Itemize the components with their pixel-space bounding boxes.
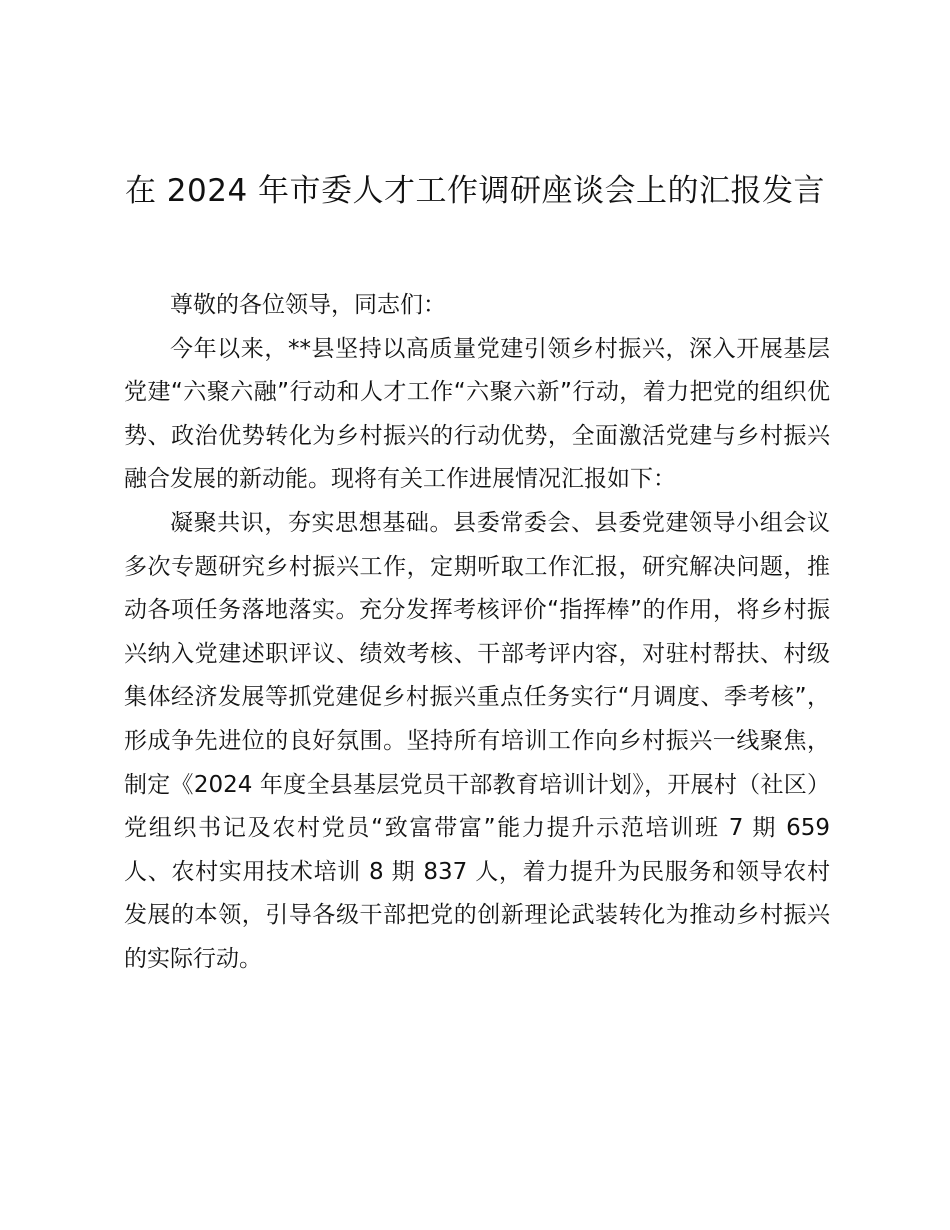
document-body	[124, 284, 830, 982]
salutation: 尊敬的各位领导，同志们：	[170, 292, 446, 318]
document-title: 在 2024 年市委人才工作调研座谈会上的汇报发言	[124, 173, 826, 209]
paragraph-intro: 今年以来，**县坚持以高质量党建引领乡村振兴，深入开展基层党建“六聚六融”行动和人才工作“六聚六新”行动，着力把党的组织优势、政治优势转化为乡村振兴的行动优势，全面激活党建与乡村振兴融合发展的新动能。现将有关工作进展情况汇报如下：	[124, 335, 830, 493]
paragraph-consensus: 凝聚共识，夯实思想基础。县委常委会、县委党建领导小组会议多次专题研究乡村振兴工作，定期听取工作汇报，研究解决问题，推动各项任务落地落实。充分发挥考核评价“指挥棒”的作用，将乡村振兴纳入党建述职评议、绩效考核、干部考评内容，对驻村帮扶、村级集体经济发展等抓党建促乡村振兴重点任务实行“月调度、季考核”，形成争先进位的良好氛围。坚持所有培训工作向乡村振兴一线聚焦，制定《2024 年度全县基层党员干部教育培训计划》，开展村（社区）党组织书记及农村党员“致富带富”能力提升示范培训班 7 期 659 人、农村实用技术培训 8 期 837 人，着力提升为民服务和领导农村发展的本领，引导各级干部把党的创新理论武装转化为推动乡村振兴的实际行动。	[124, 509, 830, 972]
